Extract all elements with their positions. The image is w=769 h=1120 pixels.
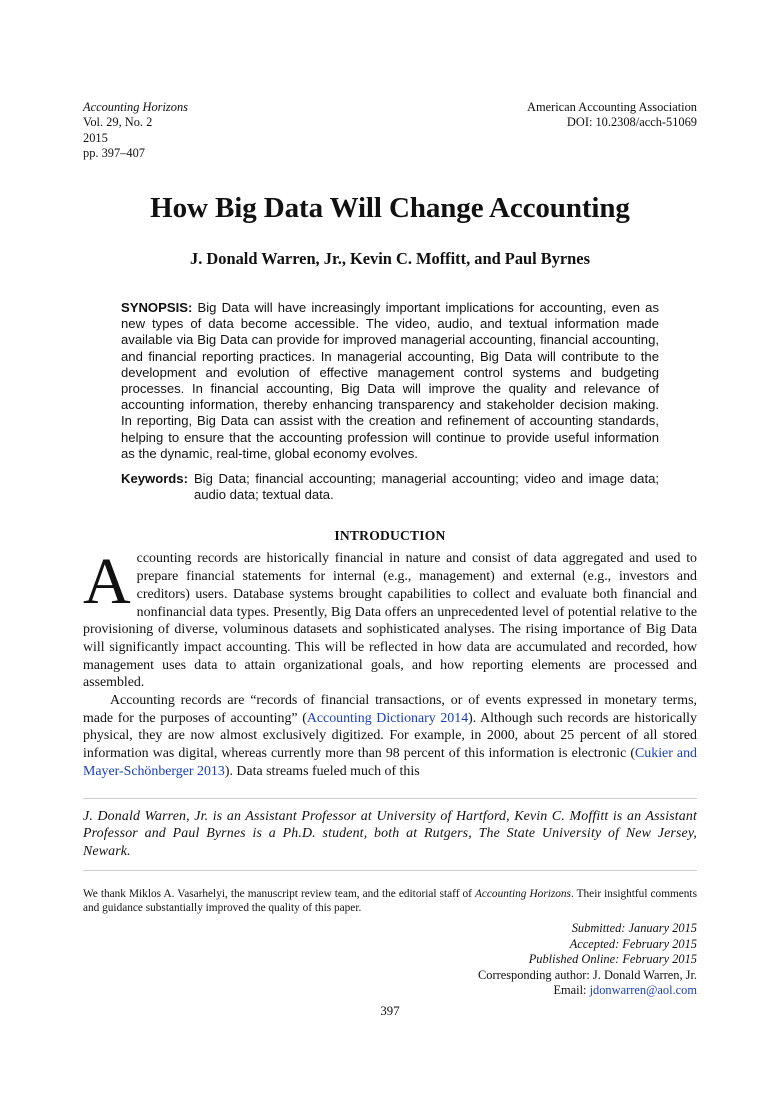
email-label: Email: xyxy=(553,982,590,997)
introduction-body xyxy=(83,545,697,780)
footnote-divider-bottom xyxy=(83,870,697,871)
footnote-divider-top xyxy=(83,798,697,799)
keywords-label: Keywords: xyxy=(121,471,188,487)
author-affiliation: J. Donald Warren, Jr. is an Assistant Professor at University of Hartford, Kevin C. Moffitt is an Assistant Professor and Paul Byrnes is a Ph.D. student, both at Rutgers, The State University of New Jersey, Newark. xyxy=(83,808,697,859)
acknowledgment xyxy=(83,887,697,915)
journal-info xyxy=(83,100,188,162)
keywords-text: Big Data; financial accounting; managerial accounting; video and image data; audio data; textual data. xyxy=(193,471,659,503)
acknowledgment-journal: Accounting Horizons xyxy=(475,888,571,901)
corresponding-author: Corresponding author: J. Donald Warren, Jr. xyxy=(477,967,697,982)
accepted-date: Accepted: February 2015 xyxy=(569,936,697,951)
synopsis-label: SYNOPSIS: xyxy=(121,300,193,315)
article-meta xyxy=(83,100,697,162)
publisher-info xyxy=(527,100,697,131)
article-page xyxy=(83,100,697,1019)
page-range: pp. 397–407 xyxy=(83,146,145,161)
acknowledgment-text-b: . Their insightful comments and guidance substantially improved the quality of this paper. xyxy=(83,888,697,915)
article-title: How Big Data Will Change Accounting xyxy=(150,192,630,224)
abstract xyxy=(121,300,659,503)
submitted-date: Submitted: January 2015 xyxy=(571,921,697,936)
drop-cap: A xyxy=(83,545,131,619)
synopsis xyxy=(121,300,659,462)
journal-name: Accounting Horizons xyxy=(83,100,188,114)
synopsis-text: Big Data will have increasingly important implications for accounting, even as new types of data become accessible. The video, audio, and textual information made available via Big Data can provide for improved managerial accounting, financial accounting, and financial reporting practices. In managerial accounting, Big Data will contribute to the development and evolution of effective management control systems and budgeting processes. In financial accounting, Big Data will improve the quality and relevance of accounting information, thereby enhancing transparency and stakeholder decision making. In reporting, Big Data can assist with the creation and refinement of accounting standards, helping to ensure that the accounting profession will continue to provide useful information as the dynamic, real-time, global economy evolves. xyxy=(121,300,659,461)
acknowledgment-text-a: We thank Miklos A. Vasarhelyi, the manuscript review team, and the editorial staff of xyxy=(83,888,475,901)
intro-paragraph-2-text-b: ). Although such records are historically physical, they are now almost exclusively digitized. For example, in 2000, about 25 percent of all stored information was digital, whereas currently more than 98 percent of this information is electronic ( xyxy=(83,710,697,762)
doi: DOI: 10.2308/acch-51069 xyxy=(566,115,697,130)
citation-link-cukier[interactable]: Cukier and Mayer-Schönberger 2013 xyxy=(83,746,697,779)
article-dates xyxy=(83,921,697,998)
intro-paragraph-2 xyxy=(83,692,697,781)
email-link[interactable]: jdonwarren@aol.com xyxy=(589,982,697,997)
intro-paragraph-2-text-a: Accounting records are “records of financial transactions, or of events expressed in monetary terms, made for the purposes of accounting” ( xyxy=(83,693,697,726)
citation-link-accounting-dictionary[interactable]: Accounting Dictionary 2014 xyxy=(306,710,469,726)
volume-issue: Vol. 29, No. 2 xyxy=(83,115,153,130)
author-list: J. Donald Warren, Jr., Kevin C. Moffitt, and Paul Byrnes xyxy=(190,249,590,268)
page-number: 397 xyxy=(380,1004,400,1019)
published-date: Published Online: February 2015 xyxy=(528,952,697,967)
publication-year: 2015 xyxy=(83,130,108,145)
section-heading-introduction: INTRODUCTION xyxy=(334,528,446,544)
publisher-name: American Accounting Association xyxy=(527,100,697,114)
intro-paragraph-1 xyxy=(83,545,697,692)
intro-paragraph-2-text-c: ). Data streams fueled much of this xyxy=(224,763,420,779)
keywords xyxy=(121,471,659,503)
intro-paragraph-1-text: ccounting records are historically financial in nature and consist of data aggregated and used to prepare financial statements for internal (e.g., management) and external (e.g., investors and creditors) users. Database systems brought capabilities to collect and evaluate both financial and nonfinancial data types. Presently, Big Data offers an unprecedented level of potential relative to the provisioning of diverse, voluminous datasets and sophisticated analyses. The rising importance of Big Data will significantly impact accounting. This will be reflected in how data are accumulated and recorded, how management uses data to attain organizational goals, and how reporting elements are processed and assembled. xyxy=(83,551,697,691)
email-line xyxy=(83,983,697,998)
